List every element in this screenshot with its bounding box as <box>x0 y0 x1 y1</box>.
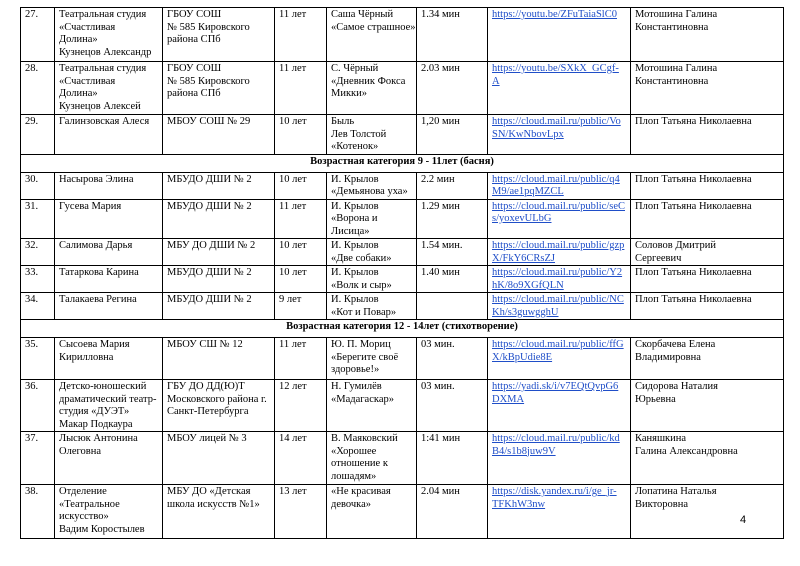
category-row <box>21 320 784 338</box>
duration-cell: 1.34 мин <box>417 8 488 62</box>
category-row <box>21 154 784 172</box>
cell-line: МБУ ДО «Детская <box>167 486 251 497</box>
age-cell: 12 лет <box>275 380 327 432</box>
table-row <box>21 115 784 155</box>
video-link-text[interactable]: https://cloud.mail.ru/public/kd <box>492 433 620 444</box>
participant-cell <box>55 266 163 293</box>
cell-line: И. Крылов <box>331 173 379 185</box>
cell-line: Н. Гумилёв <box>331 381 382 392</box>
work-cell <box>327 380 417 432</box>
link-cell[interactable] <box>488 62 631 115</box>
school-cell <box>163 239 275 266</box>
cell-line: школа искусств №1» <box>167 498 260 510</box>
cell-line: Соловов Дмитрий <box>635 240 716 251</box>
cell-line: Мотошина Галина <box>635 9 718 20</box>
link-cell[interactable] <box>488 485 631 539</box>
video-link-text[interactable]: https://cloud.mail.ru/public/NC <box>492 294 624 305</box>
video-link-text[interactable]: X/kBpUdie8E <box>492 351 553 363</box>
duration-cell: 1.29 мин <box>417 199 488 239</box>
work-cell <box>327 62 417 115</box>
teacher-cell <box>631 172 784 199</box>
teacher-cell <box>631 62 784 115</box>
cell-line: «Самое страшное» <box>331 21 416 33</box>
table-row <box>21 380 784 432</box>
teacher-cell <box>631 380 784 432</box>
video-link-text[interactable]: https://yadi.sk/i/v7EQtQvpG6 <box>492 381 619 392</box>
age-cell: 10 лет <box>275 266 327 293</box>
cell-line: «Две собаки» <box>331 252 392 264</box>
link-cell[interactable] <box>488 432 631 485</box>
cell-line: Детско-юношеский <box>59 381 147 392</box>
cell-line: отношение к <box>331 458 388 469</box>
cell-line: В. Маяковский <box>331 433 398 444</box>
cell-line: «Демьянова уха» <box>331 186 408 197</box>
cell-line: Сергеевич <box>635 252 682 264</box>
cell-line: Салимова Дарья <box>59 240 133 251</box>
cell-line: Лисица» <box>331 225 370 237</box>
age-cell: 13 лет <box>275 485 327 539</box>
table-row <box>21 266 784 293</box>
cell-line: Отделение <box>59 486 107 497</box>
duration-cell: 03 мин. <box>417 338 488 380</box>
cell-line: МБУДО ДШИ № 2 <box>167 200 252 212</box>
participant-cell <box>55 172 163 199</box>
link-cell[interactable] <box>488 199 631 239</box>
work-cell <box>327 172 417 199</box>
cell-line: Ю. П. Мориц <box>331 339 391 350</box>
participant-cell <box>55 199 163 239</box>
video-link-text[interactable]: https://youtu.be/ZFuTaiaSlC0 <box>492 9 617 20</box>
link-cell[interactable] <box>488 8 631 62</box>
cell-line: Юрьевна <box>635 393 676 405</box>
school-cell <box>163 432 275 485</box>
video-link-text[interactable]: https://cloud.mail.ru/public/ffG <box>492 339 624 350</box>
cell-line: Сидорова Наталия <box>635 381 718 392</box>
cell-line: МБОУ СОШ № 29 <box>167 116 251 127</box>
cell-line: девочка» <box>331 498 372 510</box>
teacher-cell <box>631 199 784 239</box>
work-cell <box>327 293 417 320</box>
table-body <box>21 8 784 539</box>
row-number: 30. <box>21 172 55 199</box>
cell-line: «Волк и сыр» <box>331 279 392 291</box>
cell-line: «Счастливая <box>59 75 116 87</box>
category-heading: Возрастная категория 9 - 11лет (басня) <box>21 154 784 172</box>
participants-table <box>20 7 784 539</box>
cell-line: Татаркова Карина <box>59 267 139 278</box>
participant-cell <box>55 338 163 380</box>
age-cell: 11 лет <box>275 8 327 62</box>
video-link-text[interactable]: https://cloud.mail.ru/public/q4 <box>492 173 620 185</box>
school-cell <box>163 199 275 239</box>
duration-cell: 2.04 мин <box>417 485 488 539</box>
school-cell <box>163 62 275 115</box>
cell-line: «Театральное <box>59 498 120 510</box>
cell-line: МБОУ СШ № 12 <box>167 339 243 350</box>
cell-line: Кузнецов Александр <box>59 46 152 58</box>
cell-line: И. Крылов <box>331 294 379 305</box>
cell-line: Галина Александровна <box>635 445 738 457</box>
cell-line: Плоп Татьяна Николаевна <box>635 173 752 185</box>
video-link-text[interactable]: s/yoxevULbG <box>492 213 552 224</box>
cell-line: «Счастливая <box>59 21 116 33</box>
cell-line: МБУ ДО ДШИ № 2 <box>167 240 256 251</box>
teacher-cell <box>631 266 784 293</box>
cell-line: района СПб <box>167 34 221 45</box>
age-cell: 10 лет <box>275 172 327 199</box>
school-cell <box>163 172 275 199</box>
work-cell <box>327 432 417 485</box>
cell-line: Викторовна <box>635 498 689 510</box>
cell-line: Каняшкина <box>635 433 687 444</box>
age-cell: 11 лет <box>275 62 327 115</box>
row-number: 34. <box>21 293 55 320</box>
cell-line: района СПб <box>167 88 221 99</box>
teacher-cell <box>631 115 784 155</box>
work-cell <box>327 266 417 293</box>
teacher-cell <box>631 239 784 266</box>
teacher-cell <box>631 485 784 539</box>
cell-line: Насырова Элина <box>59 173 134 185</box>
table-row <box>21 172 784 199</box>
school-cell <box>163 293 275 320</box>
cell-line: «Дневник Фокса <box>331 75 406 87</box>
cell-line: Театральная студия <box>59 63 147 74</box>
cell-line: Олеговна <box>59 445 102 457</box>
video-link-text[interactable]: B4/s1b8juw9V <box>492 445 556 457</box>
cell-line: Московского района г. <box>167 393 267 405</box>
cell-line: лошадям» <box>331 470 377 482</box>
video-link-text[interactable]: TFKhW3nw <box>492 498 546 510</box>
row-number: 38. <box>21 485 55 539</box>
cell-line: ГБОУ СОШ <box>167 9 222 20</box>
cell-line: Лопатина Наталья <box>635 486 717 497</box>
link-cell[interactable] <box>488 293 631 320</box>
teacher-cell <box>631 8 784 62</box>
duration-cell: 2.2 мин <box>417 172 488 199</box>
video-link-text[interactable]: https://youtu.be/SXkX_GCgf- <box>492 63 619 74</box>
cell-line: № 585 Кировского <box>167 75 250 87</box>
duration-cell <box>417 293 488 320</box>
link-cell[interactable] <box>488 172 631 199</box>
video-link-text[interactable]: DXMA <box>492 393 525 405</box>
duration-cell: 03 мин. <box>417 380 488 432</box>
participant-cell <box>55 293 163 320</box>
video-link-text[interactable]: https://cloud.mail.ru/public/Vo <box>492 116 621 127</box>
cell-line: искусство» <box>59 511 109 522</box>
cell-line: «Ворона и <box>331 213 378 224</box>
work-cell <box>327 115 417 155</box>
duration-cell: 1.40 мин <box>417 266 488 293</box>
cell-line: Долина» <box>59 34 98 45</box>
cell-line: И. Крылов <box>331 240 379 251</box>
video-link-text[interactable]: X/FkY6CRsZJ <box>492 252 556 264</box>
cell-line: Скорбачева Елена <box>635 339 716 350</box>
video-link-text[interactable]: https://cloud.mail.ru/public/seC <box>492 200 625 212</box>
participant-cell <box>55 380 163 432</box>
work-cell <box>327 485 417 539</box>
table-row <box>21 293 784 320</box>
teacher-cell <box>631 338 784 380</box>
teacher-cell <box>631 432 784 485</box>
cell-line: Плоп Татьяна Николаевна <box>635 116 752 127</box>
participant-cell <box>55 432 163 485</box>
school-cell <box>163 338 275 380</box>
cell-line: ГБУ ДО ДД(Ю)Т <box>167 381 245 392</box>
age-cell: 14 лет <box>275 432 327 485</box>
table-row <box>21 199 784 239</box>
row-number: 31. <box>21 199 55 239</box>
cell-line: Плоп Татьяна Николаевна <box>635 294 752 305</box>
link-cell[interactable] <box>488 380 631 432</box>
work-cell <box>327 199 417 239</box>
teacher-cell <box>631 293 784 320</box>
video-link-text[interactable]: M9/ae1pqMZCL <box>492 186 564 197</box>
cell-line: «Берегите своё <box>331 351 399 363</box>
cell-line: Вадим Коростылев <box>59 523 145 535</box>
cell-line: Владимировна <box>635 351 701 363</box>
video-link-text[interactable]: Kh/s3guwgghU <box>492 306 559 318</box>
cell-line: Константиновна <box>635 75 709 87</box>
cell-line: Долина» <box>59 88 98 99</box>
row-number: 29. <box>21 115 55 155</box>
duration-cell: 1,20 мин <box>417 115 488 155</box>
cell-line: Константиновна <box>635 21 709 33</box>
cell-line: Кирилловна <box>59 351 114 363</box>
cell-line: Микки» <box>331 88 368 99</box>
cell-line: «Котенок» <box>331 141 379 152</box>
cell-line: Лев Толстой <box>331 128 387 140</box>
age-cell: 11 лет <box>275 338 327 380</box>
video-link-text[interactable]: hK/8o9XGfQLN <box>492 279 564 291</box>
age-cell: 11 лет <box>275 199 327 239</box>
cell-line: МБОУ лицей № 3 <box>167 433 247 444</box>
cell-line: Талакаева Регина <box>59 294 137 305</box>
table-row <box>21 432 784 485</box>
participant-cell <box>55 62 163 115</box>
cell-line: драматический театр- <box>59 393 157 405</box>
page-number: 4 <box>740 514 747 526</box>
participant-cell <box>55 239 163 266</box>
link-cell[interactable] <box>488 115 631 155</box>
table-row <box>21 239 784 266</box>
cell-line: «Мадагаскар» <box>331 393 394 405</box>
row-number: 37. <box>21 432 55 485</box>
school-cell <box>163 115 275 155</box>
cell-line: «Кот и Повар» <box>331 306 397 318</box>
cell-line: Галинзовская Алеся <box>59 116 150 127</box>
school-cell <box>163 485 275 539</box>
cell-line: Сысоева Мария <box>59 339 130 350</box>
cell-line: Санкт-Петербурга <box>167 406 249 417</box>
cell-line: студия «ДУЭТ» <box>59 406 130 417</box>
cell-line: Театральная студия <box>59 9 147 20</box>
cell-line: МБУДО ДШИ № 2 <box>167 173 252 185</box>
link-cell[interactable] <box>488 266 631 293</box>
cell-line: Лысюк Антонина <box>59 433 138 444</box>
cell-line: здоровье!» <box>331 364 380 375</box>
table-row <box>21 62 784 115</box>
row-number: 36. <box>21 380 55 432</box>
participant-cell <box>55 8 163 62</box>
row-number: 32. <box>21 239 55 266</box>
cell-line: Макар Подкаура <box>59 418 133 430</box>
cell-line: Гусева Мария <box>59 200 122 212</box>
row-number: 35. <box>21 338 55 380</box>
work-cell <box>327 239 417 266</box>
duration-cell: 1:41 мин <box>417 432 488 485</box>
cell-line: Саша Чёрный <box>331 9 394 20</box>
video-link-text[interactable]: https://cloud.mail.ru/public/gzp <box>492 240 625 251</box>
school-cell <box>163 266 275 293</box>
table-row <box>21 8 784 62</box>
video-link-text[interactable]: A <box>492 75 500 87</box>
row-number: 27. <box>21 8 55 62</box>
age-cell: 10 лет <box>275 239 327 266</box>
cell-line: Плоп Татьяна Николаевна <box>635 267 752 278</box>
duration-cell: 1.54 мин. <box>417 239 488 266</box>
table-row <box>21 485 784 539</box>
row-number: 28. <box>21 62 55 115</box>
cell-line: «Хорошее <box>331 445 377 457</box>
cell-line: МБУДО ДШИ № 2 <box>167 294 252 305</box>
work-cell <box>327 338 417 380</box>
cell-line: Плоп Татьяна Николаевна <box>635 200 752 212</box>
age-cell: 10 лет <box>275 115 327 155</box>
row-number: 33. <box>21 266 55 293</box>
video-link-text[interactable]: SN/KwNbovLpx <box>492 128 564 140</box>
participant-cell <box>55 485 163 539</box>
school-cell <box>163 380 275 432</box>
age-cell: 9 лет <box>275 293 327 320</box>
cell-line: МБУДО ДШИ № 2 <box>167 267 252 278</box>
category-heading: Возрастная категория 12 - 14лет (стихотворение) <box>21 320 784 338</box>
cell-line: № 585 Кировского <box>167 21 250 33</box>
participant-cell <box>55 115 163 155</box>
cell-line: И. Крылов <box>331 267 379 278</box>
cell-line: И. Крылов <box>331 200 379 212</box>
cell-line: Кузнецов Алексей <box>59 100 141 112</box>
school-cell <box>163 8 275 62</box>
duration-cell: 2.03 мин <box>417 62 488 115</box>
cell-line: «Не красивая <box>331 486 391 497</box>
cell-line: Быль <box>331 116 355 127</box>
link-cell[interactable] <box>488 239 631 266</box>
cell-line: ГБОУ СОШ <box>167 63 222 74</box>
link-cell[interactable] <box>488 338 631 380</box>
cell-line: С. Чёрный <box>331 63 379 74</box>
work-cell <box>327 8 417 62</box>
table-row <box>21 338 784 380</box>
video-link-text[interactable]: https://cloud.mail.ru/public/Y2 <box>492 267 623 278</box>
cell-line: Мотошина Галина <box>635 63 718 74</box>
video-link-text[interactable]: https://disk.yandex.ru/i/ge_jr- <box>492 486 617 497</box>
